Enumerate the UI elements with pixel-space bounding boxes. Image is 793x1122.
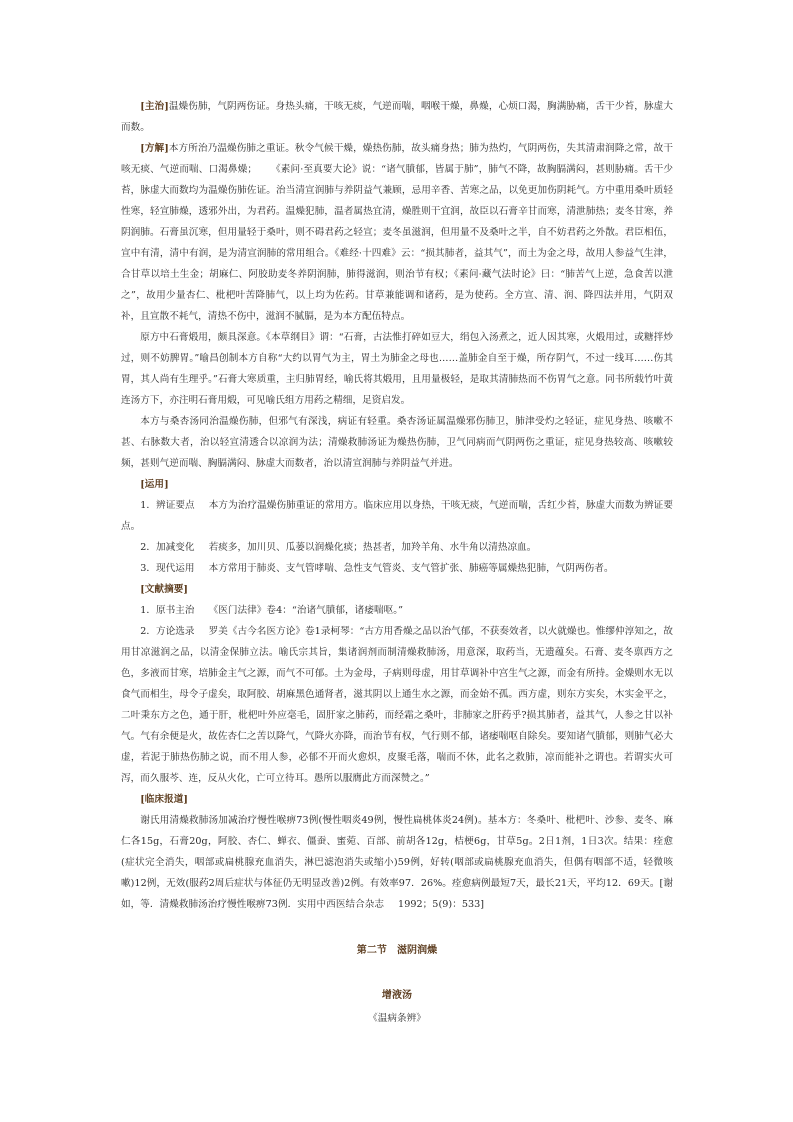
fangjie-paragraph-3: 本方与桑杏汤同治温燥伤肺，但邪气有深浅，病证有轻重。桑杏汤证属温燥邪伤肺卫，肺津受灼之轻证，症见身热、咳嗽不甚、右脉数大者，治以轻宣清透合以凉润为法；清燥救肺汤证为燥热伤肺，卫气同病而气阴两伤之重证，症见身热较高、咳嗽较频，甚则气逆而喘、胸膈满闷、脉虚大而数者，治以清宣润肺与养阴益气并进。 bbox=[121, 416, 673, 469]
yunyong-heading: [运用] bbox=[140, 479, 169, 490]
formula-source: 《温病条辨》 bbox=[368, 1013, 426, 1024]
yunyong-item-2: 2．加减变化 若痰多，加川贝、瓜蒌以润燥化痰；热甚者，加羚羊角、水牛角以清热凉血。 bbox=[140, 542, 537, 553]
formula-title: 增液汤 bbox=[381, 990, 413, 1001]
fangjie-text-b: 《素问·至真要大论》说：“诸气膹郁，皆属于肺”，肺气不降，故胸膈满闷，甚则胁痛。舌干少苔，脉虚大而数均为温燥伤肺佐证。治当清宣润肺与养阴益气兼顾，忌用辛香、苦寒之品，以免更加伤阴耗气。方中重用桑叶质轻性寒，轻宣肺燥，透邪外出，为君药。温燥犯肺，温者属热宜清，燥胜则干宜润，故臣以石膏辛甘而寒，清泄肺热；麦冬甘寒，养阴润肺。石膏虽沉寒，但用量轻于桑叶，则不碍君药之轻宣；麦冬虽滋润，但用量不及桑叶之半，自不妨君药之外散。君臣相伍，宣中有清，清中有润，是为清宣润肺的常用组合。《难经·十四难》云：“损其肺者，益其气”，而土为金之母，故用人参益气生津，合甘草以培土生金；胡麻仁、阿胶助麦冬养阴润肺，肺得滋润，则治节有权；《素问·藏气法时论》曰：“肺苦气上逆，急食苦以泄之”，故用少量杏仁、枇杷叶苦降肺气，以上均为佐药。甘草兼能调和诸药，是为使药。全方宣、清、润、降四法并用，气阴双补，且宣散不耗气，清热不伤中，滋润不腻膈，是为本方配伍特点。 bbox=[121, 164, 673, 322]
linchuang-paragraph: 谢氏用清燥救肺汤加减治疗慢性喉痹73例(慢性咽炎49例，慢性扁桃体炎24例)。基本方：冬桑叶、枇杷叶、沙参、麦冬、麻仁各15g，石膏20g，阿胶、杏仁、蝉衣、僵蚕、蜜菀、百部、前胡各12g，桔梗6g，甘草5g。2日1剂，1日3次。结果：痊愈(症状完全消失，咽部或扁桃腺充血消失，淋巴滤泡消失或缩小)59例，好转(咽部或扁桃腺充血消失，但偶有咽部不适，轻微咳嗽)12例，无效(服药2周后症状与体征仍无明显改善)2例。有效率97．26%。痊愈病例最短7天，最长21天，平均12．69天。[谢如，等．清燥救肺汤治疗慢性喉痹73例．实用中西医结合杂志 1992；5(9)：533] bbox=[121, 815, 673, 910]
yunyong-item-1: 1．辨证要点 本方为治疗温燥伤肺重证的常用方。临床应用以身热，干咳无痰，气逆而喘，舌红少苔，脉虚大而数为辨证要点。 bbox=[121, 500, 673, 532]
zhuzhi-text: 温燥伤肺，气阴两伤证。身热头痛，干咳无痰，气逆而喘，咽喉干燥，鼻燥，心烦口渴，胸满胁痛，舌干少苔，脉虚大而数。 bbox=[121, 101, 673, 133]
fangjie-paragraph bbox=[121, 138, 673, 327]
wenxian-heading: [文献摘要] bbox=[140, 584, 188, 595]
document-body bbox=[121, 96, 673, 1029]
fangjie-text-a: 本方所治乃温燥伤肺之重证。秋令气候干燥，燥热伤肺，故头痛身热；肺为热灼，气阴两伤，失其清肃润降之常，故干咳无痰、气逆而喘、口渴鼻燥； bbox=[121, 143, 673, 175]
fangjie-heading: [方解] bbox=[140, 143, 169, 154]
linchuang-heading: [临床报道] bbox=[140, 794, 188, 805]
wenxian-fanglun: 2．方论选录 罗美《古今名医方论》卷1录柯琴：“古方用香燥之品以治气郁，不获奏效者，以火就燥也。惟缪仲淳知之，故用甘凉滋润之品，以清金保肺立法。喻氏宗其旨，集诸润剂而制清燥救肺汤，用意深，取药当，无遗蕴矣。石膏、麦冬禀西方之色，多液而甘寒，培肺金主气之源，而气不可郁。土为金母，子病则母虚，用甘草调补中宫生气之源，而金有所持。金燥则水无以食气而相生，母令子虚矣，取阿胶、胡麻黑色通肾者，滋其阴以上通生水之源，而金始不孤。西方虚，则东方实矣，木实金平之，二叶秉东方之色，通于肝，枇杷叶外应毫毛，固肝家之肺药，而经霜之桑叶，非肺家之肝药乎?损其肺者，益其气，人参之甘以补气。气有余便是火，故佐杏仁之苦以降气，气降火亦降，而治节有权，气行则不郁，诸痿喘呕自除矣。要知诸气膹郁，则肺气必大虚，若泥于肺热伤肺之说，而不用人参，必郁不开而火愈炽，皮聚毛落，喘而不休，此名之救肺，凉而能补之谓也。若谓实火可泻，而久服芩、连，反从火化，亡可立待耳。愚所以服膺此方而深赞之。” bbox=[121, 626, 673, 784]
fangjie-paragraph-2: 原方中石膏煅用，颇具深意。《本草纲目》谓：“石膏，古法惟打碎如豆大，绢包入汤煮之，近人因其寒，火煅用过，或糖拌炒过，则不妨脾胃。”喻昌创制本方自称“大约以胃气为主，胃土为肺金之母也……盖肺金自至于燥，所存阴气，不过一线耳……伤其胃，其人尚有生理乎。”石膏大寒质重，主归肺胃经，喻氏将其煅用，且用量极轻，是取其清肺热而不伤胃气之意。同书所载竹叶黄连汤方下，亦注明石膏用煅，可见喻氏组方用药之精细，足资启发。 bbox=[121, 332, 673, 406]
linchuang-citation: 1992；5(9)：533] bbox=[398, 899, 485, 910]
zhuzhi-paragraph bbox=[121, 96, 673, 138]
yunyong-item-3: 3．现代运用 本方常用于肺炎、支气管哮喘、急性支气管炎、支气管扩张、肺癌等属燥热犯肺，气阴两伤者。 bbox=[140, 563, 614, 574]
zhuzhi-heading: [主治] bbox=[140, 101, 169, 112]
wenxian-yuanshu: 1．原书主治 《医门法律》卷4：“治诸气膹郁，诸痿喘呕。” bbox=[140, 605, 404, 616]
section-title: 第二节 滋阴润燥 bbox=[356, 945, 438, 956]
